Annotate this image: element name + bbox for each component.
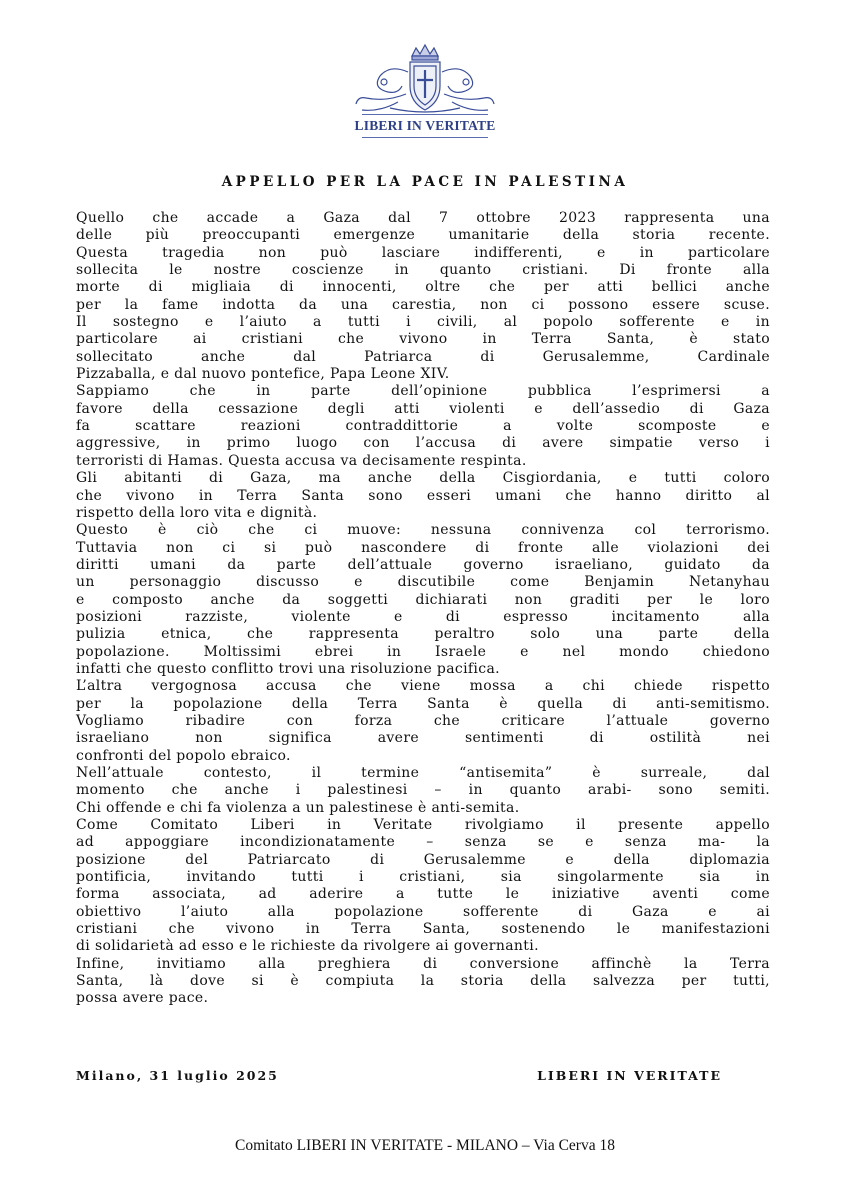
body-line: confronti del popolo ebraico. (76, 747, 291, 764)
body-line: Chi offende e chi fa violenza a un palestinese è anti-semita. (76, 799, 520, 816)
body-line: delle più preoccupanti emergenze umanitarie della storia recente. (76, 227, 770, 244)
body-line: israeliano non significa avere sentimenti di ostilità nei (76, 730, 770, 747)
body-line: obiettivo l’aiuto alla popolazione sofferente di Gaza e ai (76, 903, 770, 920)
body-line: infatti che questo conflitto trovi una risoluzione pacifica. (76, 660, 500, 677)
body-line: posizione del Patriarcato di Gerusalemme e della diplomazia (76, 851, 770, 868)
body-line: sollecitato anche dal Patriarca di Gerusalemme, Cardinale (76, 348, 770, 365)
body-line: e composto anche da soggetti dichiarati non graditi per le loro (76, 591, 770, 608)
body-line: Come Comitato Liberi in Veritate rivolgiamo il presente appello (76, 817, 770, 834)
body-line: pulizia etnica, che rappresenta peraltro solo una parte della (76, 626, 770, 643)
body-line: che vivono in Terra Santa sono esseri umani che hanno diritto al (76, 487, 770, 504)
body-line: Gli abitanti di Gaza, ma anche della Cisgiordania, e tutti coloro (76, 470, 770, 487)
body-line: cristiani che vivono in Terra Santa, sostenendo le manifestazioni (76, 921, 770, 938)
body-line: Tuttavia non ci si può nascondere di fronte alle violazioni dei (76, 539, 770, 556)
body-line: aggressive, in primo luogo con l’accusa di avere simpatie verso i (76, 435, 770, 452)
logo (350, 42, 500, 154)
document-title: APPELLO PER LA PACE IN PALESTINA (221, 174, 629, 190)
body-line: Quello che accade a Gaza dal 7 ottobre 2023 rappresenta una (76, 210, 770, 226)
logo-rule-bottom (362, 137, 488, 138)
body-line: Infine, invitiamo alla preghiera di conversione affinchè la Terra (76, 955, 770, 972)
logo-text: LIBERI IN VERITATE (354, 118, 496, 133)
body-line: L’altra vergognosa accusa che viene mossa a chi chiede rispetto (76, 678, 770, 695)
body-line: morte di migliaia di innocenti, oltre che per atti bellici anche (76, 279, 770, 296)
body-line: momento che anche i palestinesi – in quanto arabi- sono semiti. (76, 782, 770, 799)
body-line: Sappiamo che in parte dell’opinione pubblica l’esprimersi a (76, 383, 770, 400)
body-line: particolare ai cristiani che vivono in Terra Santa, è stato (76, 331, 770, 348)
body-line: rispetto della loro vita e dignità. (76, 504, 318, 521)
body-line: pontificia, invitando tutti i cristiani, sia singolarmente sia in (76, 869, 770, 886)
body-line: per la popolazione della Terra Santa è quella di anti-semitismo. (76, 695, 770, 712)
body-line: terroristi di Hamas. Questa accusa va decisamente respinta. (76, 452, 527, 469)
body-line: favore della cessazione degli atti violenti e dell’assedio di Gaza (76, 400, 770, 417)
body-line: un personaggio discusso e discutibile come Benjamin Netanyhau (76, 574, 770, 591)
body-line: Nell’attuale contesto, il termine “antisemita” è surreale, dal (76, 765, 770, 781)
body-line: Questo è ciò che ci muove: nessuna connivenza col terrorismo. (76, 522, 770, 539)
body-line: Pizzaballa, e dal nuovo pontefice, Papa Leone XIV. (76, 366, 450, 383)
body-line: sollecita le nostre coscienze in quanto cristiani. Di fronte alla (76, 262, 770, 279)
body-line: Questa tragedia non può lasciare indifferenti, e in particolare (76, 244, 770, 261)
body-line: fa scattare reazioni contraddittorie a volte scomposte e (76, 418, 770, 435)
body-line: per la fame indotta da una carestia, non ci possono essere scuse. (76, 296, 770, 313)
signature-row (76, 1068, 770, 1086)
body-line: popolazione. Moltissimi ebrei in Israele e nel mondo chiedono (76, 643, 770, 660)
crest-icon (350, 42, 500, 130)
body-line: Il sostegno e l’aiuto a tutti i civili, al popolo sofferente e in (76, 314, 770, 331)
body-line: posizioni razziste, violente e di espresso incitamento alla (76, 608, 770, 625)
appeal-body (76, 210, 770, 1008)
signature-date: Milano, 31 luglio 2025 (76, 1068, 279, 1083)
body-line: di solidarietà ad esso e le richieste da rivolgere ai governanti. (76, 938, 539, 955)
logo-rule-top (362, 114, 488, 115)
body-line: Santa, là dove si è compiuta la storia della salvezza per tutti, (76, 973, 770, 990)
body-line: ad appoggiare incondizionatamente – senza se e senza ma- la (76, 834, 770, 851)
body-line: Vogliamo ribadire con forza che criticare l’attuale governo (76, 712, 770, 729)
body-line: forma associata, ad aderire a tutte le iniziative aventi come (76, 886, 770, 903)
footer-address: Comitato LIBERI IN VERITATE - MILANO – Via Cerva 18 (235, 1137, 615, 1154)
body-line: possa avere pace. (76, 990, 209, 1007)
signature-organization: LIBERI IN VERITATE (537, 1068, 722, 1083)
body-line: diritti umani da parte dell’attuale governo israeliano, guidato da (76, 556, 770, 573)
